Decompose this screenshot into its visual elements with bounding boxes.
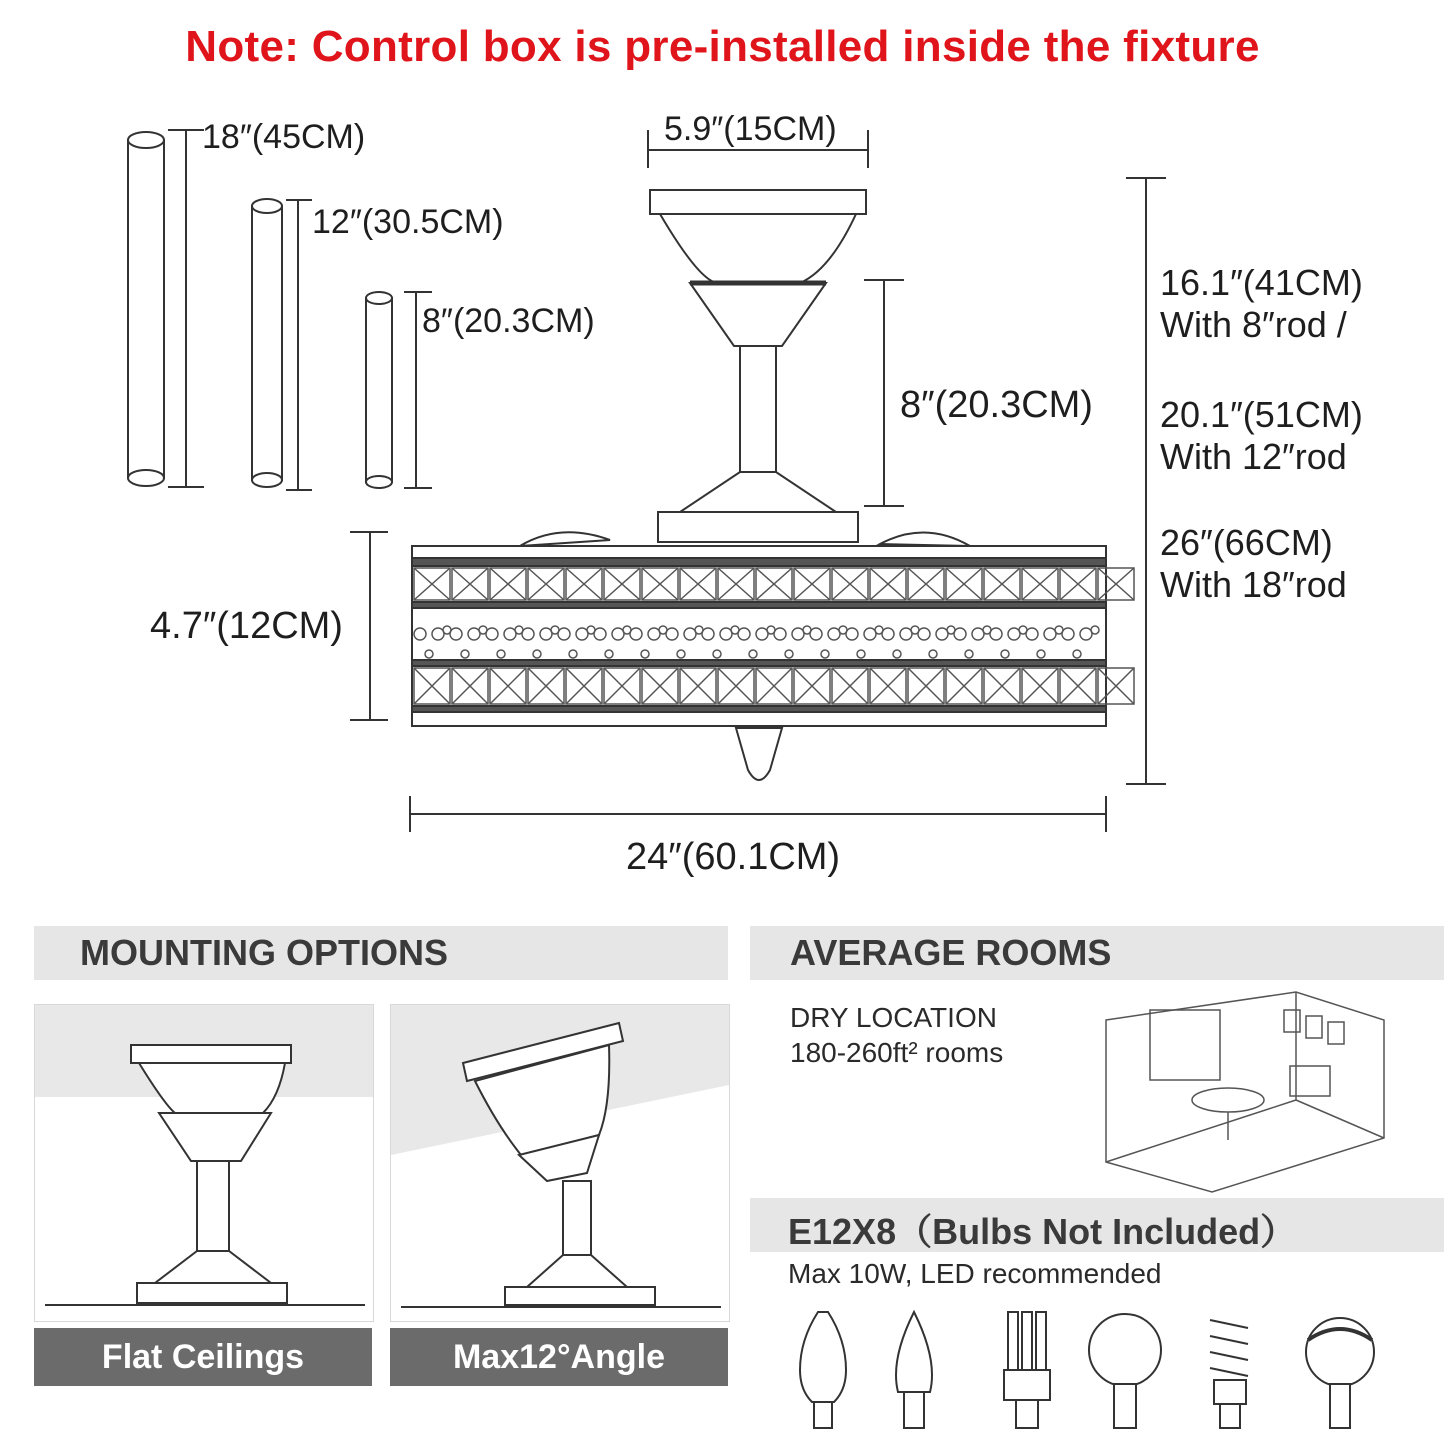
bulbs-band [750,1198,1444,1252]
height-26-rod: With 18″rod [1160,564,1347,605]
mounting-title: MOUNTING OPTIONS [80,932,448,973]
rod-18-icon [128,130,204,487]
rod-12-label: 12″(30.5CM) [312,203,504,241]
rooms-band [750,926,1444,980]
canopy-width-label: 5.9″(15CM) [664,110,837,148]
candle-bulb-icon [896,1312,932,1428]
height-20-rod: With 12″rod [1160,436,1347,477]
bulb-spec-label: Max 10W, LED recommended [788,1258,1162,1289]
height-16-rod: With 8″rod / [1160,304,1347,345]
canopy-icon [650,190,866,346]
globe-bulb-icon [1089,1314,1161,1428]
motor-housing-icon [658,512,858,542]
height-16-value: 16.1″(41CM) [1160,262,1363,303]
flat-ceilings-caption: Flat Ceilings [34,1328,372,1386]
spiral-bulb-icon [1210,1320,1248,1428]
cfl-bulb-icon [1004,1312,1050,1428]
rooms-title: AVERAGE ROOMS [790,932,1112,973]
rod-12-icon [252,199,312,490]
rod-8-label: 8″(20.3CM) [422,302,595,340]
flat-ceiling-panel [34,1004,374,1322]
mounting-band [34,926,728,980]
height-20-value: 20.1″(51CM) [1160,394,1363,435]
height-26-value: 26″(66CM) [1160,522,1333,563]
total-width-label: 24″(60.1CM) [626,836,841,878]
rod-length-label: 8″(20.3CM) [900,384,1093,426]
rod-18-label: 18″(45CM) [202,118,366,156]
room-size-label: 180-260ft² rooms [790,1037,1004,1068]
downrod-icon [740,346,776,472]
bulbs-title: E12X8（Bulbs Not Included） [788,1211,1297,1252]
height-options [1160,262,1363,606]
room-icon [1106,992,1384,1192]
note-heading: Note: Control box is pre-installed inside the fixture [185,22,1260,71]
dry-location-label: DRY LOCATION [790,1002,997,1033]
half-chrome-bulb-icon [1306,1318,1374,1428]
drum-height-label: 4.7″(12CM) [150,605,343,647]
finial-icon [736,728,782,780]
edison-bulb-icon [800,1312,846,1428]
max-angle-caption: Max12°Angle [390,1328,728,1386]
angled-ceiling-panel [390,1004,730,1322]
